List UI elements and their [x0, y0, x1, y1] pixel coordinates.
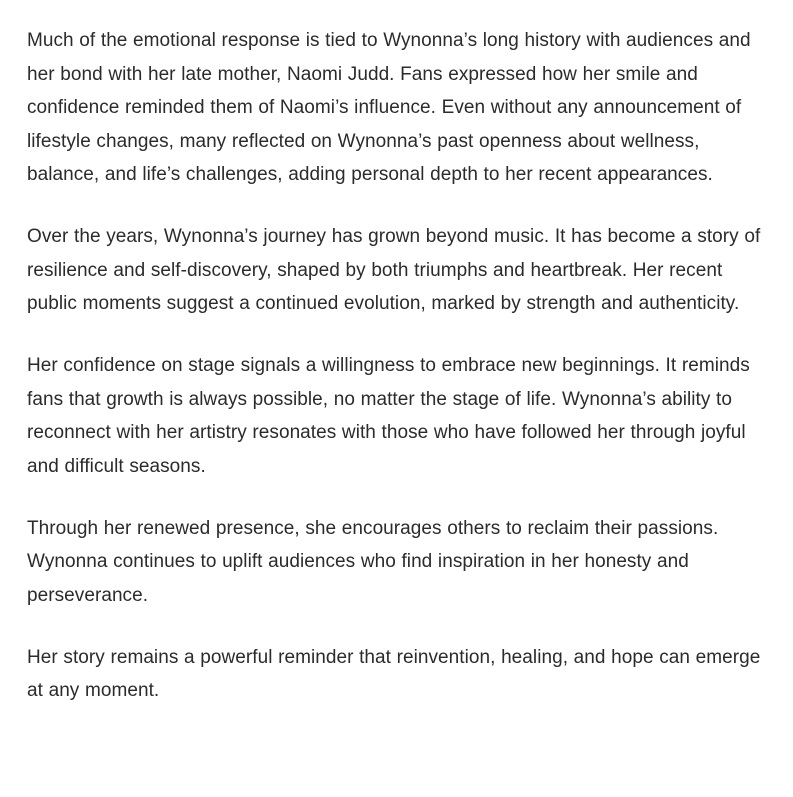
- article-paragraph: Her confidence on stage signals a willingness to embrace new beginnings. It reminds fans that growth is always possible, no matter the stage of life. Wynonna’s ability to reconnect with her artistry resonates with those who have followed her through joyful and difficult seasons.: [27, 355, 750, 477]
- article-paragraph: Much of the emotional response is tied to Wynonna’s long history with audiences and her bond with her late mother, Naomi Judd. Fans expressed how her smile and confidence reminded them of Naomi’s influence. Even without any announcement of lifestyle changes, many reflected on Wynonna’s past openness about wellness, balance, and life’s challenges, adding personal depth to her recent appearances.: [27, 30, 751, 185]
- article-body: [27, 24, 765, 708]
- article-paragraph: Her story remains a powerful reminder that reinvention, healing, and hope can emerge at any moment.: [27, 646, 761, 701]
- article-paragraph: Through her renewed presence, she encourages others to reclaim their passions. Wynonna continues to uplift audiences who find inspiration in her honesty and perseverance.: [27, 517, 719, 606]
- article-paragraph: Over the years, Wynonna’s journey has grown beyond music. It has become a story of resilience and self-discovery, shaped by both triumphs and heartbreak. Her recent public moments suggest a continued evolution, marked by strength and authenticity.: [27, 226, 761, 314]
